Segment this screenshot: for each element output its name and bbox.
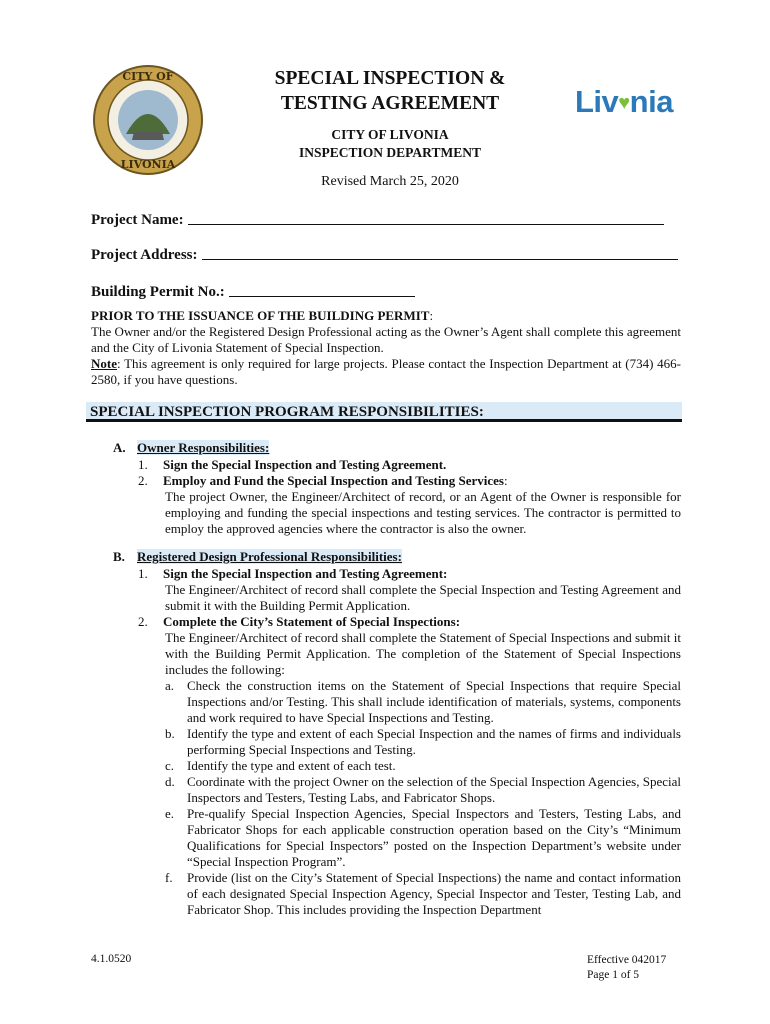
org-line-2: INSPECTION DEPARTMENT (299, 145, 481, 160)
list-item-paragraph: The Engineer/Architect of record shall complete the Statement of Special Inspections and submit it with the Building Permit Application. The completion of the Statement of Special Inspections includes the following: (165, 630, 681, 677)
prior-heading: PRIOR TO THE ISSUANCE OF THE BUILDING PERMIT (91, 308, 430, 323)
project-address-field[interactable]: Project Address: (91, 246, 678, 264)
sub-list-item: d. Coordinate with the project Owner on the selection of the Special Inspection Agencies, Special Inspectors and Testers, Testing Labs, and Fabricator Shops. (165, 774, 681, 805)
svg-text:CITY OF: CITY OF (122, 70, 174, 83)
page-number: Page 1 of 5 (587, 969, 640, 981)
owner-responsibilities: A. Owner Responsibilities: (113, 440, 270, 455)
owner-paragraph: The project Owner, the Engineer/Architect of record, or an Agent of the Owner is responsible for employing and funding the special inspections and testing services. The contractor is permitted to employ the approved agencies where the contractor is also the owner. (165, 489, 681, 536)
building-permit-field[interactable]: Building Permit No.: (91, 283, 415, 301)
document-code: 4.1.0520 (91, 953, 132, 965)
section-heading: SPECIAL INSPECTION PROGRAM RESPONSIBILITIES: (86, 402, 682, 422)
prior-text: The Owner and/or the Registered Design Professional acting as the Owner’s Agent shall complete this agreement and the City of Livonia Statement of Special Inspection. (91, 324, 681, 355)
revised-date: Revised March 25, 2020 (321, 174, 459, 189)
sub-list-item: a. Check the construction items on the Statement of Special Inspections that require Special Inspections and/or Testing. This shall include identification of materials, systems, components and work required to have Special Inspections and Testing. (165, 678, 681, 725)
title-line-2: TESTING AGREEMENT (280, 93, 500, 114)
org-line-1: CITY OF LIVONIA (331, 127, 449, 142)
footer-right (587, 953, 666, 983)
list-item: 2. Complete the City’s Statement of Special Inspections: (138, 614, 461, 629)
livonia-logo: Liv♥nia (575, 84, 673, 119)
sub-list-item: b. Identify the type and extent of each Special Inspection and the names of firms and individuals performing Special Inspections and Testing. (165, 726, 681, 757)
sub-list-item: c. Identify the type and extent of each test. (165, 758, 396, 773)
heart-icon: ♥ (618, 92, 630, 114)
list-item-paragraph: The Engineer/Architect of record shall complete the Special Inspection and Testing Agreement and submit it with the Building Permit Application. (165, 582, 681, 613)
title-line-1: SPECIAL INSPECTION & (274, 68, 506, 89)
prior-note: Note: This agreement is only required for large projects. Please contact the Inspection Department at (734) 466-2580, if you have questions. (91, 356, 681, 387)
svg-text:LIVONIA: LIVONIA (120, 158, 176, 171)
project-name-field[interactable]: Project Name: (91, 211, 664, 229)
prior-to-permit-block: PRIOR TO THE ISSUANCE OF THE BUILDING PERMIT: The Owner and/or the Registered Design Professional acting as the Owner’s Agent shall complete this agreement and the City of Livonia Statement of Special Inspection. Note: This agreement is only required for large projects. Please contact the Inspection Department at (734) 466-2580, if you have questions. (91, 308, 681, 387)
responsibilities-body (91, 440, 681, 918)
design-professional-responsibilities: B. Registered Design Professional Responsibilities: (113, 549, 402, 564)
city-seal (92, 64, 204, 176)
effective-date: Effective 042017 (587, 954, 667, 966)
sub-list-item: e. Pre-qualify Special Inspection Agencies, Special Inspectors and Testers, Testing Labs, and Fabricator Shops for each applicable construction operation based on the City’s “Minimum Qualifications for Special Inspectors” posted on the Inspection Department’s website under “Special Inspection Program”. (165, 806, 681, 869)
list-item: 2. Employ and Fund the Special Inspection and Testing Services: (138, 473, 508, 488)
department-heading (240, 126, 540, 162)
document-title (240, 66, 540, 116)
list-item: 1. Sign the Special Inspection and Testing Agreement. (138, 457, 447, 472)
list-item: 1. Sign the Special Inspection and Testing Agreement: (138, 566, 448, 581)
sub-list-item: f. Provide (list on the City’s Statement of Special Inspections) the name and contact information of each designated Special Inspection Agency, Special Inspector and Tester, Testing Lab, and Fabricator Shop. This includes providing the Inspection Department (165, 870, 681, 917)
